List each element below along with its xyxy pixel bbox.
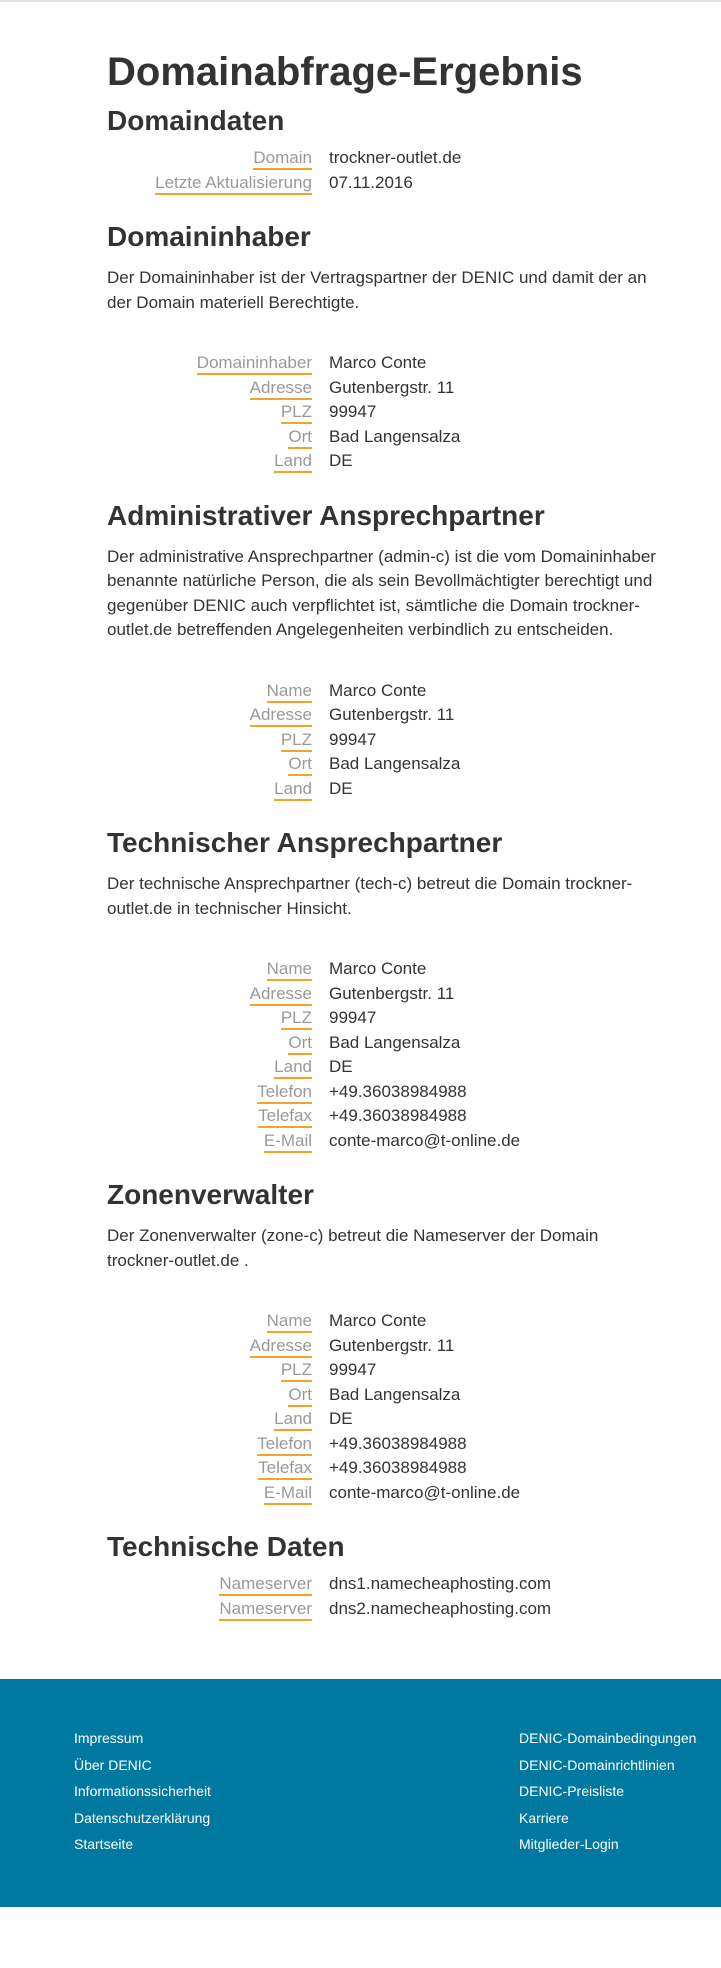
definition-row: [107, 402, 661, 427]
section-heading-technische-daten: Technische Daten: [107, 1531, 345, 1562]
field-label: Ort: [288, 754, 312, 776]
footer-list-item: [74, 1778, 211, 1805]
definition-row: [107, 1336, 661, 1361]
definition-row: [107, 681, 661, 706]
field-label: PLZ: [281, 402, 312, 424]
field-label: Adresse: [250, 705, 312, 727]
footer-link-domainbedingungen[interactable]: DENIC-Domainbedingungen: [519, 1730, 697, 1746]
definition-row: [107, 1033, 661, 1058]
field-label: Domain: [253, 148, 312, 170]
definition-row: [107, 353, 661, 378]
field-label: PLZ: [281, 1360, 312, 1382]
field-label: Nameserver: [219, 1599, 312, 1621]
field-label: PLZ: [281, 1008, 312, 1030]
footer-list-item: [74, 1831, 211, 1858]
field-value: dns2.namecheaphosting.com: [329, 1598, 552, 1618]
footer-link-mitglieder-login[interactable]: Mitglieder-Login: [519, 1836, 619, 1852]
section-heading-admin: Administrativer Ansprechpartner: [107, 499, 545, 531]
field-label: Telefon: [257, 1434, 312, 1456]
footer-link-startseite[interactable]: Startseite: [74, 1836, 134, 1852]
field-label: Ort: [288, 1385, 312, 1407]
definition-row: [107, 779, 661, 804]
field-label: Domaininhaber: [197, 353, 312, 375]
footer-link-informationssicherheit[interactable]: Informationssicherheit: [74, 1783, 211, 1799]
site-footer: [0, 1679, 721, 1907]
field-label: Letzte Aktualisierung: [155, 173, 312, 195]
definition-row: [107, 1360, 661, 1385]
definition-row: [107, 705, 661, 730]
section-heading-domaindaten: Domaindaten: [107, 105, 285, 136]
footer-list-item: [519, 1778, 696, 1805]
technische-daten-list: [107, 1574, 661, 1623]
field-label: Adresse: [250, 1336, 312, 1358]
field-label: Name: [267, 681, 312, 703]
field-label: Telefax: [258, 1106, 312, 1128]
field-value: trockner-outlet.de: [329, 148, 462, 167]
definition-row: [107, 1082, 661, 1107]
field-value: Gutenbergstr. 11: [329, 1335, 455, 1355]
footer-list-item: [74, 1725, 211, 1752]
field-label: Adresse: [250, 984, 312, 1006]
definition-row: [107, 1057, 661, 1082]
page-title: Domainabfrage-Ergebnis: [107, 50, 583, 94]
definition-row: [107, 1409, 661, 1434]
section-description: Der Domaininhaber ist der Vertragspartner der DENIC und damit der an der Domain materiell Berechtigte.: [107, 268, 647, 312]
definition-row: [107, 1574, 661, 1599]
definition-row: [107, 959, 661, 984]
field-value: Bad Langensalza: [329, 1032, 461, 1052]
definition-row: [107, 173, 661, 198]
domaindaten-list: [107, 148, 661, 197]
definition-row: [107, 1434, 661, 1459]
field-label: Land: [274, 1409, 312, 1431]
definition-row: [107, 427, 661, 452]
field-value: DE: [329, 1057, 353, 1076]
field-value: +49.36038984988: [329, 1458, 467, 1477]
footer-list-item: [519, 1752, 696, 1779]
definition-row: [107, 451, 661, 476]
field-value: 07.11.2016: [329, 172, 413, 192]
section-description: Der Zonenverwalter (zone-c) betreut die Nameserver der Domain trockner-outlet.de .: [107, 1226, 599, 1270]
field-value: 99947: [329, 729, 377, 749]
footer-list-item: [74, 1752, 211, 1779]
tech-list: [107, 959, 661, 1155]
definition-row: [107, 1131, 661, 1156]
field-value: Marco Conte: [329, 680, 427, 700]
footer-link-preisliste[interactable]: DENIC-Preisliste: [519, 1783, 625, 1799]
field-label: Telefon: [257, 1082, 312, 1104]
field-value: Marco Conte: [329, 1311, 427, 1330]
field-value: 99947: [329, 1008, 377, 1027]
zone-list: [107, 1311, 661, 1507]
field-value: Gutenbergstr. 11: [329, 377, 455, 397]
field-label: Adresse: [250, 378, 312, 400]
field-label: Ort: [288, 1033, 312, 1055]
field-label: E-Mail: [264, 1483, 312, 1505]
field-value: 99947: [329, 1360, 377, 1379]
footer-links-left: [74, 1725, 211, 1858]
section-heading-domaininhaber: Domaininhaber: [107, 221, 311, 252]
footer-link-impressum[interactable]: Impressum: [74, 1730, 144, 1746]
field-value: Bad Langensalza: [329, 754, 461, 773]
section-heading-tech: Technischer Ansprechpartner: [107, 827, 503, 858]
footer-link-domainrichtlinien[interactable]: DENIC-Domainrichtlinien: [519, 1756, 675, 1773]
footer-list-item: [519, 1725, 696, 1752]
field-label: Telefax: [258, 1458, 312, 1480]
field-value: Bad Langensalza: [329, 426, 461, 446]
footer-list-item: [519, 1805, 696, 1832]
field-value: DE: [329, 1409, 353, 1428]
section-heading-zone: Zonenverwalter: [107, 1179, 314, 1210]
field-value: Gutenbergstr. 11: [329, 705, 455, 724]
field-value: +49.36038984988: [329, 1433, 467, 1453]
field-label: PLZ: [281, 730, 312, 752]
domaininhaber-list: [107, 353, 661, 476]
field-label: E-Mail: [264, 1131, 312, 1153]
footer-list-item: [519, 1831, 696, 1858]
main-content: [0, 2, 721, 1623]
field-value: DE: [329, 451, 353, 470]
field-value: +49.36038984988: [329, 1081, 467, 1101]
field-value: dns1.namecheaphosting.com: [329, 1574, 552, 1593]
definition-row: [107, 1483, 661, 1508]
definition-row: [107, 148, 661, 173]
definition-row: [107, 1008, 661, 1033]
field-value: 99947: [329, 402, 377, 421]
field-label: Land: [274, 451, 312, 473]
field-value: Gutenbergstr. 11: [329, 983, 455, 1003]
field-value: conte-marco@t-online.de: [329, 1130, 521, 1150]
field-value: Bad Langensalza: [329, 1384, 461, 1404]
footer-link-ueber-denic[interactable]: Über DENIC: [74, 1756, 152, 1773]
definition-row: [107, 754, 661, 779]
definition-row: [107, 1106, 661, 1131]
field-value: +49.36038984988: [329, 1106, 467, 1125]
field-label: Ort: [288, 427, 312, 449]
field-label: Land: [274, 1057, 312, 1079]
section-description: Der administrative Ansprechpartner (admin-c) ist die vom Domaininhaber benannte natürliche Person, die als sein Bevollmächtigter berechtigt und gegenüber DENIC auch verpflichtet ist, sämtliche die Domain trockner-outlet.de betreffenden Angelegenheiten verbindlich zu entscheiden.: [107, 546, 656, 639]
definition-row: [107, 1599, 661, 1624]
field-value: Marco Conte: [329, 353, 427, 372]
footer-link-datenschutzerklaerung[interactable]: Datenschutzerklärung: [74, 1809, 211, 1826]
footer-links-right: [519, 1725, 696, 1858]
definition-row: [107, 1385, 661, 1410]
definition-row: [107, 1311, 661, 1336]
definition-row: [107, 984, 661, 1009]
field-label: Nameserver: [219, 1574, 312, 1596]
field-label: Name: [267, 959, 312, 981]
field-value: Marco Conte: [329, 959, 427, 978]
section-description: Der technische Ansprechpartner (tech-c) betreut die Domain trockner-outlet.de in technischer Hinsicht.: [107, 874, 633, 918]
definition-row: [107, 1458, 661, 1483]
definition-row: [107, 378, 661, 403]
admin-list: [107, 681, 661, 804]
definition-row: [107, 730, 661, 755]
footer-link-karriere[interactable]: Karriere: [519, 1809, 569, 1826]
field-value: DE: [329, 778, 353, 798]
field-label: Name: [267, 1311, 312, 1333]
field-value: conte-marco@t-online.de: [329, 1482, 521, 1502]
field-label: Land: [274, 779, 312, 801]
footer-list-item: [74, 1805, 211, 1832]
